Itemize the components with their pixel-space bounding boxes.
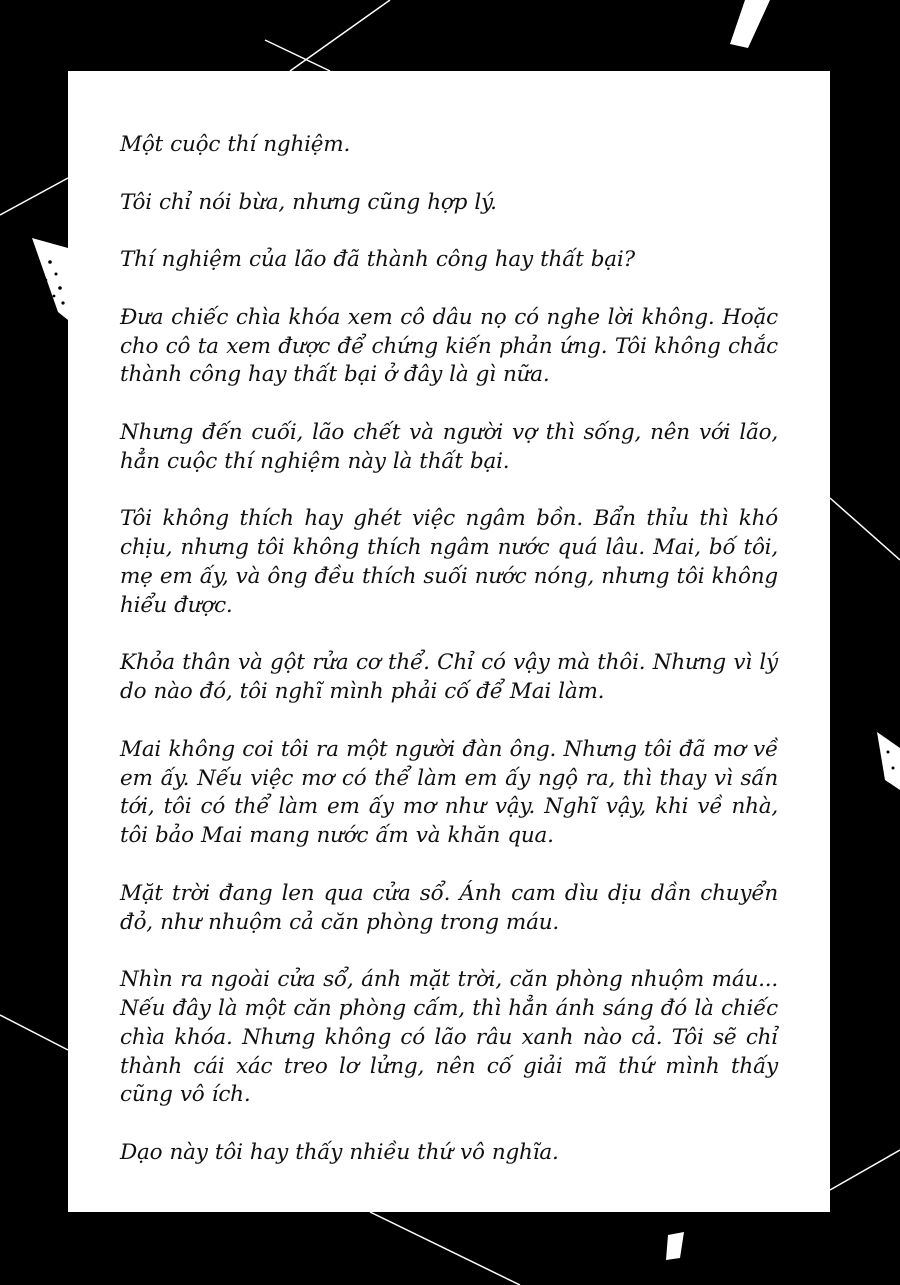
decor-shard xyxy=(730,0,770,48)
decor-line xyxy=(290,0,390,71)
decor-line xyxy=(0,1015,68,1050)
decor-line xyxy=(370,1212,520,1285)
paragraph: Khỏa thân và gột rửa cơ thể. Chỉ có vậy mà thôi. Nhưng vì lý do nào đó, tôi nghĩ mình phải cố để Mai làm. xyxy=(120,650,778,705)
text-page xyxy=(68,71,830,1212)
decor-shard xyxy=(666,1232,684,1260)
paragraph: Mặt trời đang len qua cửa sổ. Ánh cam dìu dịu dần chuyển đỏ, như nhuộm cả căn phòng trong máu. xyxy=(120,880,778,935)
paragraph: Nhìn ra ngoài cửa sổ, ánh mặt trời, căn phòng nhuộm máu... Nếu đây là một căn phòng cấm, thì hẳn ánh sáng đó là chiếc chìa khóa. Nhưng không có lão râu xanh nào cả. Tôi sẽ chỉ thành cái xác treo lơ lửng, nên cố giải mã thứ mình thấy cũng vô ích. xyxy=(120,967,778,1108)
paragraph: Mai không coi tôi ra một người đàn ông. Nhưng tôi đã mơ về em ấy. Nếu việc mơ có thể làm em ấy ngộ ra, thì thay vì sấn tới, tôi có thể làm em ấy mơ như vậy. Nghĩ vậy, khi về nhà, tôi bảo Mai mang nước ấm và khăn qua. xyxy=(120,736,778,849)
paragraph: Nhưng đến cuối, lão chết và người vợ thì sống, nên với lão, hẳn cuộc thí nghiệm này là thất bại. xyxy=(120,419,778,474)
paragraph: Tôi chỉ nói bừa, nhưng cũng hợp lý. xyxy=(120,189,497,215)
decor-shard xyxy=(877,732,900,790)
decor-line xyxy=(830,1150,900,1190)
paragraph: Dạo này tôi hay thấy nhiều thứ vô nghĩa. xyxy=(120,1139,559,1165)
paragraph: Một cuộc thí nghiệm. xyxy=(120,132,351,157)
paragraph: Tôi không thích hay ghét việc ngâm bồn. Bẩn thỉu thì khó chịu, nhưng tôi không thích ngâm nước quá lâu. Mai, bố tôi, mẹ em ấy, và ông đều thích suối nước nóng, nhưng tôi không hiểu được. xyxy=(120,506,778,618)
paragraph: Đưa chiếc chìa khóa xem cô dâu nọ có nghe lời không. Hoặc cho cô ta xem được để chứng kiến phản ứng. Tôi không chắc thành công hay thất bại ở đây là gì nữa. xyxy=(120,304,778,388)
decor-line xyxy=(0,178,68,215)
decor-line xyxy=(830,498,900,560)
paragraph: Thí nghiệm của lão đã thành công hay thất bại? xyxy=(120,247,635,273)
decor-shard xyxy=(32,238,68,320)
